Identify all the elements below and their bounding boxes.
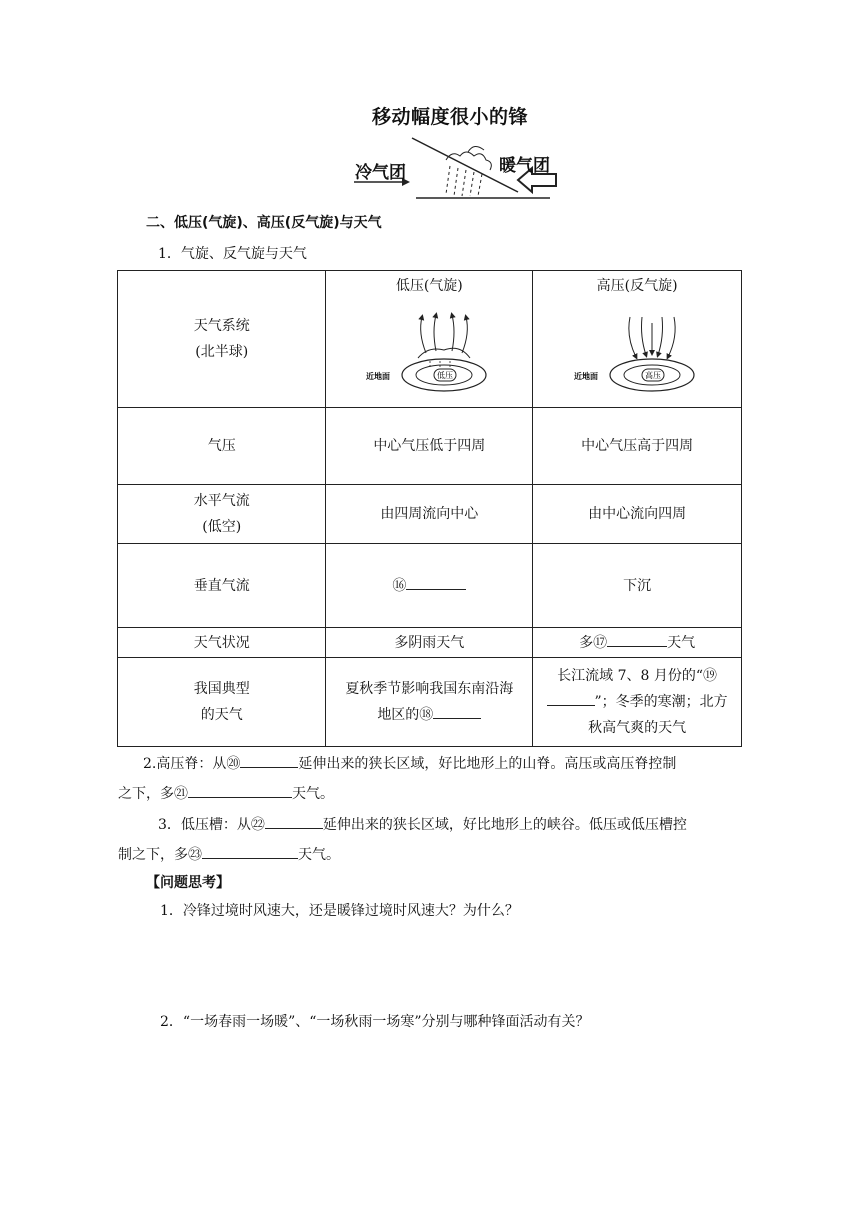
high-center-label: 高压 bbox=[645, 371, 662, 380]
section-heading: 二、低压(气旋)、高压(反气旋)与天气 bbox=[146, 215, 382, 231]
text: 天气。 bbox=[298, 847, 340, 863]
question-2: 2．“一场春雨一场暖”、“一场秋雨一场寒”分别与哪种锋面活动有关？ bbox=[160, 1014, 590, 1030]
table-row bbox=[118, 658, 742, 747]
answer-blank[interactable] bbox=[265, 812, 323, 829]
row-label: 的天气 bbox=[200, 707, 243, 723]
cell-text: 地区的⑱ bbox=[377, 707, 434, 723]
answer-blank[interactable] bbox=[202, 842, 298, 859]
table-row bbox=[118, 544, 742, 628]
table-row bbox=[118, 271, 742, 408]
row-label: 垂直气流 bbox=[118, 544, 326, 628]
cell-text: 长江流域 7、8 月份的“⑲ bbox=[557, 668, 718, 684]
table-cell bbox=[326, 658, 533, 747]
table-cell bbox=[118, 271, 326, 408]
table-row bbox=[118, 628, 742, 658]
column-header-high: 高压(反气旋) bbox=[596, 278, 678, 294]
weather-system-table bbox=[117, 270, 742, 747]
text: 之下，多㉑ bbox=[118, 786, 188, 802]
row-label: (北半球) bbox=[195, 344, 249, 360]
answer-blank[interactable] bbox=[406, 573, 466, 590]
table-row bbox=[118, 408, 742, 485]
row-label: 我国典型 bbox=[193, 681, 250, 697]
answer-blank[interactable] bbox=[547, 689, 595, 706]
text: 制之下，多㉓ bbox=[118, 847, 202, 863]
paragraph-ridge-cont bbox=[118, 779, 334, 809]
row-label: (低空) bbox=[202, 519, 242, 535]
table-cell bbox=[533, 271, 742, 408]
text: 延伸出来的狭长区域，好比地形上的山脊。高压或高压脊控制 bbox=[298, 756, 677, 772]
paragraph-trough bbox=[158, 810, 748, 840]
subsection-heading: 1．气旋、反气旋与天气 bbox=[158, 246, 307, 262]
text: 2.高压脊：从⑳ bbox=[143, 756, 241, 772]
cell-text: 秋高气爽的天气 bbox=[588, 720, 687, 736]
paragraph-ridge bbox=[143, 749, 743, 779]
ground-label: 近地面 bbox=[574, 372, 599, 381]
paragraph-trough-cont bbox=[118, 840, 340, 870]
questions-heading: 【问题思考】 bbox=[146, 875, 230, 891]
row-label: 气压 bbox=[118, 408, 326, 485]
figure-title: 移动幅度很小的锋 bbox=[372, 106, 529, 128]
row-label: 天气系统 bbox=[193, 318, 250, 334]
anticyclone-diagram bbox=[572, 303, 702, 398]
cell-text: 天气 bbox=[667, 634, 696, 651]
cell-text: ”；冬季的寒潮；北方 bbox=[594, 694, 728, 710]
table-cell bbox=[118, 658, 326, 747]
text: 延伸出来的狭长区域，好比地形上的峡谷。低压或低压槽控 bbox=[322, 817, 687, 833]
answer-blank[interactable] bbox=[607, 630, 667, 647]
question-1: 1．冷锋过境时风速大，还是暖锋过境时风速大？为什么？ bbox=[160, 903, 519, 919]
blank-number: ⑯ bbox=[392, 577, 407, 594]
answer-blank[interactable] bbox=[240, 751, 298, 768]
table-cell: 由中心流向四周 bbox=[533, 485, 742, 544]
row-label: 天气状况 bbox=[118, 628, 326, 658]
warm-air-label: 暖气团 bbox=[499, 156, 550, 176]
table-row bbox=[118, 485, 742, 544]
table-cell: 中心气压低于四周 bbox=[326, 408, 533, 485]
cold-air-label: 冷气团 bbox=[355, 163, 406, 183]
cell-text: 夏秋季节影响我国东南沿海 bbox=[345, 681, 514, 697]
low-center-label: 低压 bbox=[437, 371, 454, 380]
table-cell: 下沉 bbox=[533, 544, 742, 628]
ground-label: 近地面 bbox=[366, 372, 391, 381]
table-cell bbox=[533, 658, 742, 747]
cyclone-diagram bbox=[364, 303, 494, 398]
table-cell bbox=[326, 544, 533, 628]
table-cell bbox=[533, 628, 742, 658]
text: 天气。 bbox=[292, 786, 334, 802]
answer-blank[interactable] bbox=[188, 781, 292, 798]
table-cell bbox=[118, 485, 326, 544]
cell-text: 多⑰ bbox=[579, 634, 608, 651]
row-label: 水平气流 bbox=[193, 493, 250, 509]
column-header-low: 低压(气旋) bbox=[395, 278, 463, 294]
table-cell: 由四周流向中心 bbox=[326, 485, 533, 544]
text: 3．低压槽：从㉒ bbox=[158, 817, 265, 833]
answer-blank[interactable] bbox=[433, 702, 481, 719]
table-cell bbox=[326, 271, 533, 408]
table-cell: 多阴雨天气 bbox=[326, 628, 533, 658]
table-cell: 中心气压高于四周 bbox=[533, 408, 742, 485]
